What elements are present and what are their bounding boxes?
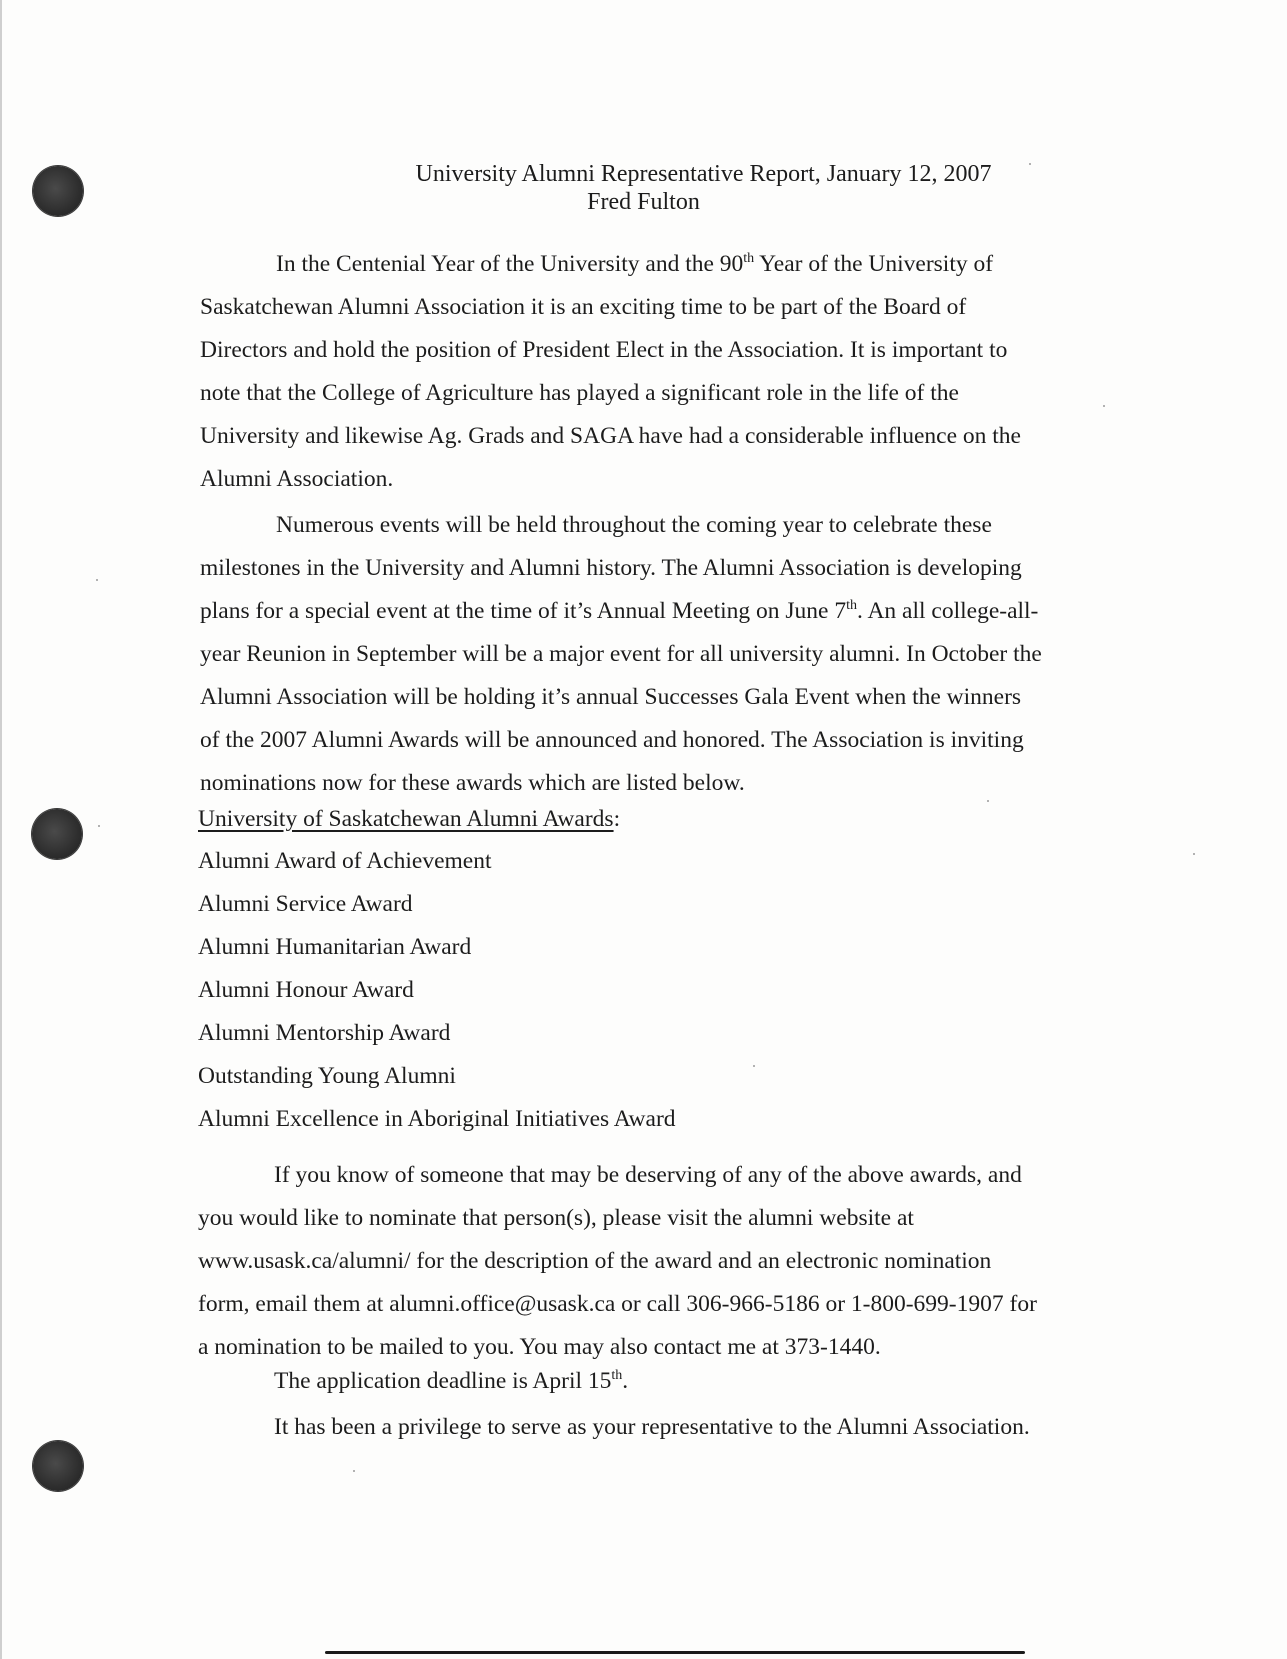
text-line: you would like to nominate that person(s), please visit the alumni website at — [198, 1205, 914, 1231]
text-line: University and likewise Ag. Grads and SAGA have had a considerable influence on the — [200, 423, 1021, 449]
text-line: In the Centenial Year of the University and the 90th Year of the University of — [276, 251, 994, 277]
page-left-edge — [0, 0, 2, 1659]
scan-speck — [753, 1065, 755, 1067]
award-item: Alumni Award of Achievement — [198, 848, 492, 874]
punch-hole-bottom — [33, 1441, 83, 1491]
deadline-line: The application deadline is April 15th. — [274, 1368, 629, 1394]
text-line: a nomination to be mailed to you. You may also contact me at 373-1440. — [198, 1334, 881, 1360]
scan-speck — [1103, 405, 1105, 407]
awards-list — [198, 846, 676, 1147]
bottom-scan-edge — [325, 1651, 1025, 1654]
text-line: of the 2007 Alumni Awards will be announced and honored. The Association is inviting — [200, 727, 1024, 753]
text-line: year Reunion in September will be a major event for all university alumni. In October the — [200, 641, 1042, 667]
award-item: Outstanding Young Alumni — [198, 1063, 456, 1089]
closing-line: It has been a privilege to serve as your representative to the Alumni Association. — [274, 1414, 1030, 1440]
paragraph-nominations — [198, 1154, 1098, 1369]
text-line: nominations now for these awards which are listed below. — [200, 770, 745, 796]
text-line: plans for a special event at the time of it’s Annual Meeting on June 7th. An all college-all- — [200, 598, 1039, 624]
award-item: Alumni Honour Award — [198, 977, 414, 1003]
text-line: If you know of someone that may be deserving of any of the above awards, and — [274, 1162, 1022, 1188]
report-author: Fred Fulton — [587, 189, 700, 215]
text-line: Saskatchewan Alumni Association it is an exciting time to be part of the Board of — [200, 294, 967, 320]
scan-speck — [96, 579, 98, 581]
awards-heading: University of Saskatchewan Alumni Awards: — [198, 806, 621, 832]
text-line: note that the College of Agriculture has played a significant role in the life of the — [200, 380, 959, 406]
text-line: Numerous events will be held throughout the coming year to celebrate these — [276, 512, 992, 538]
award-item: Alumni Humanitarian Award — [198, 934, 472, 960]
award-item: Alumni Mentorship Award — [198, 1020, 451, 1046]
paragraph-events — [200, 504, 1100, 805]
scan-speck — [353, 1470, 355, 1472]
text-line: Alumni Association. — [200, 466, 394, 492]
text-line: Directors and hold the position of President Elect in the Association. It is important to — [200, 337, 1008, 363]
text-line: Alumni Association will be holding it’s annual Successes Gala Event when the winners — [200, 684, 1022, 710]
paragraph-centennial — [200, 243, 1100, 501]
text-line: milestones in the University and Alumni history. The Alumni Association is developing — [200, 555, 1022, 581]
scan-speck — [1193, 853, 1195, 855]
punch-hole-middle — [32, 809, 82, 859]
award-item: Alumni Service Award — [198, 891, 413, 917]
text-line: form, email them at alumni.office@usask.ca or call 306-966-5186 or 1-800-699-1907 for — [198, 1291, 1037, 1317]
scan-speck — [98, 825, 100, 827]
text-line: www.usask.ca/alumni/ for the description of the award and an electronic nomination — [198, 1248, 992, 1274]
report-title: University Alumni Representative Report, January 12, 2007 — [415, 161, 992, 187]
award-item: Alumni Excellence in Aboriginal Initiatives Award — [198, 1106, 676, 1132]
